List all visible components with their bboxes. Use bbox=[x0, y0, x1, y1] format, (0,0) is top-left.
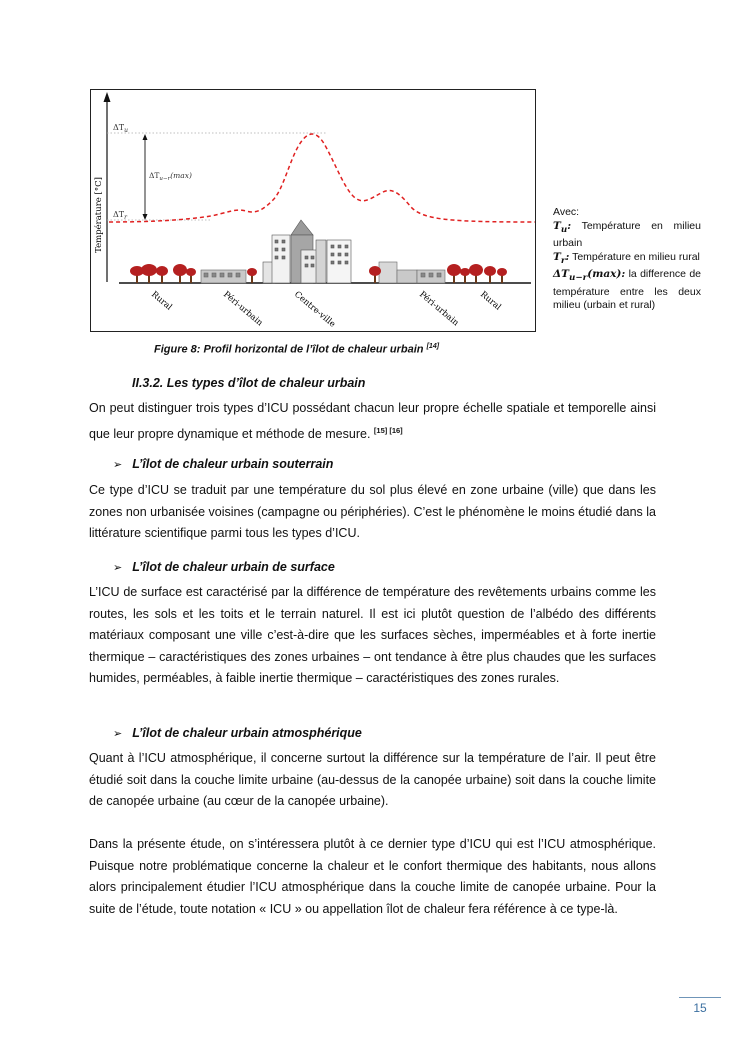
arrow-down-icon bbox=[143, 214, 148, 220]
zone-label-city-centre: Centre-ville bbox=[292, 289, 338, 330]
section-heading-underground: ➢ L’îlot de chaleur urbain souterrain bbox=[113, 457, 334, 471]
legend-title: Avec: bbox=[553, 206, 580, 218]
arrow-bullet-icon: ➢ bbox=[113, 562, 123, 574]
zone-label-periurban-right: Péri-urbain bbox=[417, 289, 461, 329]
page-number-rule bbox=[679, 997, 721, 998]
intro-references: [15] [16] bbox=[373, 425, 403, 435]
subsection-heading: II.3.2. Les types d’îlot de chaleur urbain bbox=[132, 376, 366, 390]
delta-tu-label: $\Delta T_u$ bbox=[113, 123, 128, 134]
y-axis-label: Température [°C] bbox=[94, 177, 104, 253]
figure-legend bbox=[553, 206, 701, 313]
delta-max-label: $\Delta T_{u-r}(\max)$ bbox=[149, 171, 192, 182]
delta-tr-label: $\Delta T_r$ bbox=[113, 210, 127, 221]
arrow-bullet-icon: ➢ bbox=[113, 728, 123, 740]
legend-item-delta-max: $\Delta T_{u-r}(\max)$: la difference de température entre les deux milieu (urbain et rural) bbox=[553, 268, 701, 312]
section-paragraph-underground: Ce type d’ICU se traduit par une température du sol plus élevé en zone urbaine (ville) que dans les zones non urbanisée voisines (campagne ou périphéries). C’est le phénomène le moins étudié dans la littérature scientifique parmi tous les types d’ICU. bbox=[89, 483, 657, 540]
suburban-buildings-right bbox=[379, 262, 445, 283]
arrow-up-icon bbox=[143, 134, 148, 140]
y-axis-arrow-icon bbox=[104, 92, 111, 102]
figure-urban-heat-island-profile bbox=[90, 89, 536, 332]
city-centre-buildings bbox=[263, 220, 351, 283]
section-paragraph-surface: L’ICU de surface est caractérisé par la différence de température des revêtements urbains comme les routes, les sols et les toits et le terrain naturel. Il est ici plutôt question de l’albédo des différents matériaux composant une ville c’est-à-dire que les surfaces sèches, imperméables et à forte inertie thermique – caractéristiques des zones urbaines – ont tendance à être plus chaudes que les surfaces humides, perméables, à faible inertie thermique – caractéristiques des zones rurales. bbox=[89, 585, 656, 685]
section-heading-atmospheric: ➢ L’îlot de chaleur urbain atmosphérique bbox=[113, 726, 362, 740]
zone-label-rural-left: Rural bbox=[149, 289, 174, 313]
zone-label-periurban-left: Péri-urbain bbox=[221, 289, 265, 329]
caption-reference: [14] bbox=[426, 343, 440, 350]
figure-caption: Figure 8: Profil horizontal de l’îlot de chaleur urbain [14] bbox=[154, 343, 440, 356]
profile-diagram bbox=[91, 90, 537, 333]
legend-item-tu: $T_u$: Température en milieu urbain bbox=[553, 219, 701, 250]
conclusion-paragraph: Dans la présente étude, on s’intéressera plutôt à ce dernier type d’ICU qui est l’ICU atmosphérique. Puisque notre problématique concerne la chaleur et le confort thermique des habitants, nous allons alors principalement étudier l’ICU atmosphérique dans la couche limite de canopée urbaine. Pour la suite de l’étude, toute notation « ICU » ou appellation îlot de chaleur fera référence à ce type-là. bbox=[89, 837, 656, 916]
suburban-buildings-left bbox=[201, 270, 246, 283]
intro-paragraph: On peut distinguer trois types d’ICU possédant chacun leur propre échelle spatiale et temporelle ainsi que leur propre dynamique et méthode de mesure. [15] [16] bbox=[89, 401, 656, 441]
section-paragraph-atmospheric: Quant à l’ICU atmosphérique, il concerne surtout la différence sur la température de l’air. Il peut être étudié soit dans la couche limite urbaine (au-dessus de la canopée urbaine) soit dans la couche limite de canopée urbaine (au cœur de la canopée urbaine). bbox=[89, 751, 656, 808]
zone-label-rural-right: Rural bbox=[478, 289, 503, 313]
section-heading-surface: ➢ L’îlot de chaleur urbain de surface bbox=[113, 560, 335, 574]
page-number: 15 bbox=[693, 1001, 707, 1015]
arrow-bullet-icon: ➢ bbox=[113, 459, 123, 471]
legend-item-tr: $T_r$: Température en milieu rural bbox=[553, 250, 700, 266]
